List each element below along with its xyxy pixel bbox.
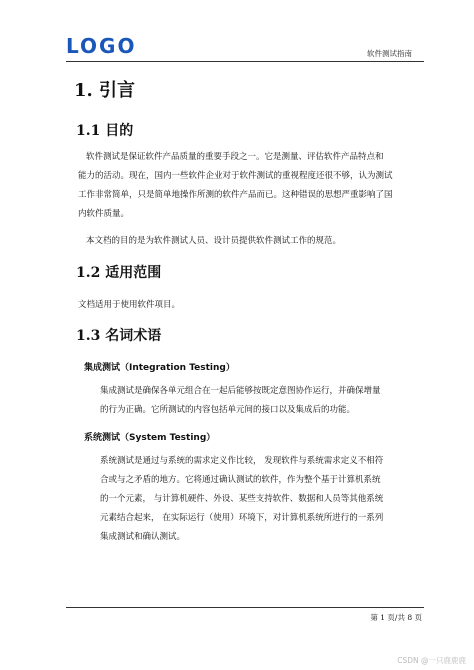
- heading-scope: 1.2 适用范围: [76, 265, 162, 281]
- paragraph-line: 内软件质量。: [78, 209, 130, 219]
- paragraph-line: 的一个元素， 与计算机硬件、外设、某些支持软件、数据和人员等其他系统: [100, 494, 384, 504]
- term-integration-testing-body: [100, 382, 381, 420]
- paragraph-line: 文档适用于使用软件项目。: [78, 300, 181, 310]
- page-number: 第 1 页/共 8 页: [370, 613, 422, 622]
- paragraph-line: 软件测试是保证软件产品质量的重要手段之一。它是测量、评估软件产品特点和: [86, 152, 384, 162]
- paragraph-line: 元素结合起来， 在实际运行（使用）环境下，对计算机系统所进行的一系列: [100, 513, 384, 523]
- heading-terminology: 1.3 名词术语: [76, 328, 162, 344]
- header-title: 软件测试指南: [367, 49, 412, 58]
- term-system-testing-title: 系统测试（System Testing）: [84, 433, 216, 443]
- term-system-testing-body: [100, 452, 383, 547]
- paragraph-line: 集成测试和确认测试。: [100, 532, 186, 542]
- paragraph-line: 合或与之矛盾的地方。它将通过确认测试的软件，作为整个基于计算机系统: [100, 475, 381, 485]
- paragraph-line: 能力的活动。现在，国内一些软件企业对于软件测试的重视程度还很不够，认为测试: [78, 171, 393, 181]
- heading-introduction: 1. 引言: [74, 80, 136, 101]
- paragraph-line: 本文档的目的是为软件测试人员、设计员提供软件测试工作的规范。: [86, 236, 342, 246]
- term-integration-testing-title: 集成测试（Integration Testing）: [84, 363, 235, 373]
- footer-divider: [66, 607, 424, 608]
- paragraph-line: 集成测试是确保各单元组合在一起后能够按既定意图协作运行，并确保增量: [100, 386, 381, 396]
- watermark: CSDN @一只鹿鹿鹿: [397, 656, 466, 665]
- paragraph-scope: [78, 296, 180, 315]
- paragraph-purpose: [78, 148, 393, 224]
- company-logo: LOGO: [66, 34, 137, 58]
- heading-purpose: 1.1 目的: [76, 123, 134, 139]
- header-divider: [66, 61, 424, 62]
- paragraph-document-purpose: [86, 232, 341, 251]
- paragraph-line: 系统测试是通过与系统的需求定义作比较， 发现软件与系统需求定义不相符: [100, 456, 384, 466]
- paragraph-line: 的行为正确。它所测试的内容包括单元间的接口以及集成后的功能。: [100, 405, 356, 415]
- paragraph-line: 工作非常简单，只是简单地操作所测的软件产品而已。这种错误的思想严重影响了国: [78, 190, 393, 200]
